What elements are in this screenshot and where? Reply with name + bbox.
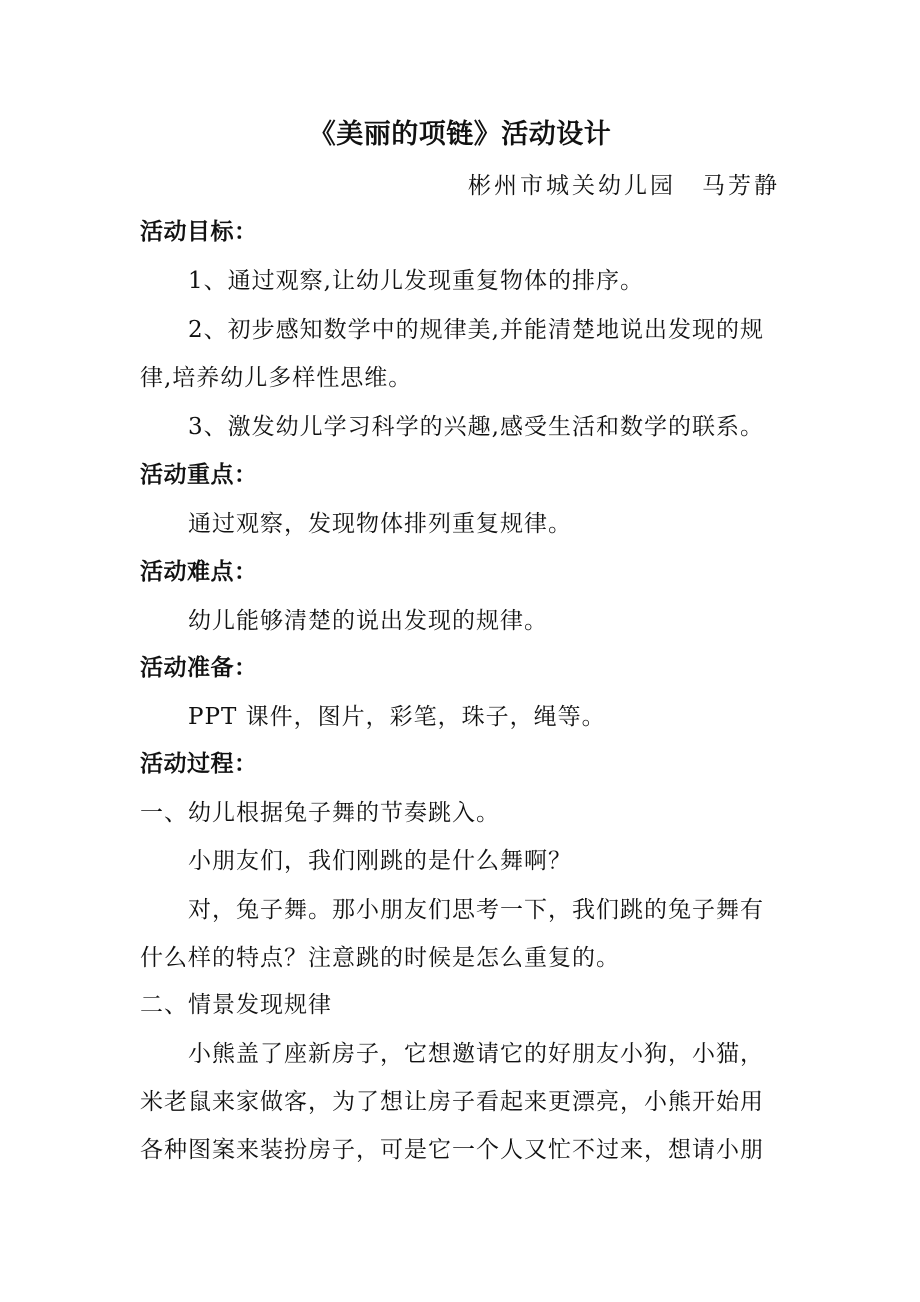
key-point-text: 通过观察，发现物体排列重复规律。: [188, 511, 572, 537]
goals-heading: 活动目标：: [140, 218, 258, 245]
process-heading: 活动过程：: [140, 750, 258, 777]
difficulty-heading: 活动难点：: [140, 558, 258, 585]
difficulty-text: 幼儿能够清楚的说出发现的规律。: [188, 608, 548, 634]
key-point-heading: 活动重点：: [140, 461, 258, 488]
document-title: 《美丽的项链》活动设计: [308, 119, 612, 150]
preparation-heading: 活动准备：: [140, 654, 258, 681]
document-author: 彬州市城关幼儿园 马芳静: [468, 173, 780, 199]
process-step-2-line-3: 各种图案来装扮房子，可是它一个人又忙不过来，想请小朋: [140, 1137, 764, 1163]
goal-item-1: 1、通过观察,让幼儿发现重复物体的排序。: [188, 268, 644, 294]
process-step-1-line-3: 什么样的特点？注意跳的时候是怎么重复的。: [140, 945, 620, 971]
goal-item-2: 2、初步感知数学中的规律美,并能清楚地说出发现的规: [188, 317, 764, 343]
process-step-2-line-1: 小熊盖了座新房子，它想邀请它的好朋友小狗，小猫，: [188, 1041, 764, 1067]
process-step-2-line-2: 米老鼠来家做客，为了想让房子看起来更漂亮，小熊开始用: [140, 1089, 764, 1115]
process-step-1-line-2: 对，兔子舞。那小朋友们思考一下，我们跳的兔子舞有: [188, 897, 764, 923]
process-step-2-title: 二、情景发现规律: [140, 992, 332, 1018]
goal-item-2-continued: 律,培养幼儿多样性思维。: [140, 365, 413, 391]
process-step-1-line-1: 小朋友们，我们刚跳的是什么舞啊？: [188, 848, 572, 874]
process-step-1-title: 一、幼儿根据兔子舞的节奏跳入。: [140, 800, 500, 826]
goal-item-3: 3、激发幼儿学习科学的兴趣,感受生活和数学的联系。: [188, 414, 764, 440]
preparation-text: PPT 课件，图片，彩笔，珠子，绳等。: [188, 704, 606, 730]
